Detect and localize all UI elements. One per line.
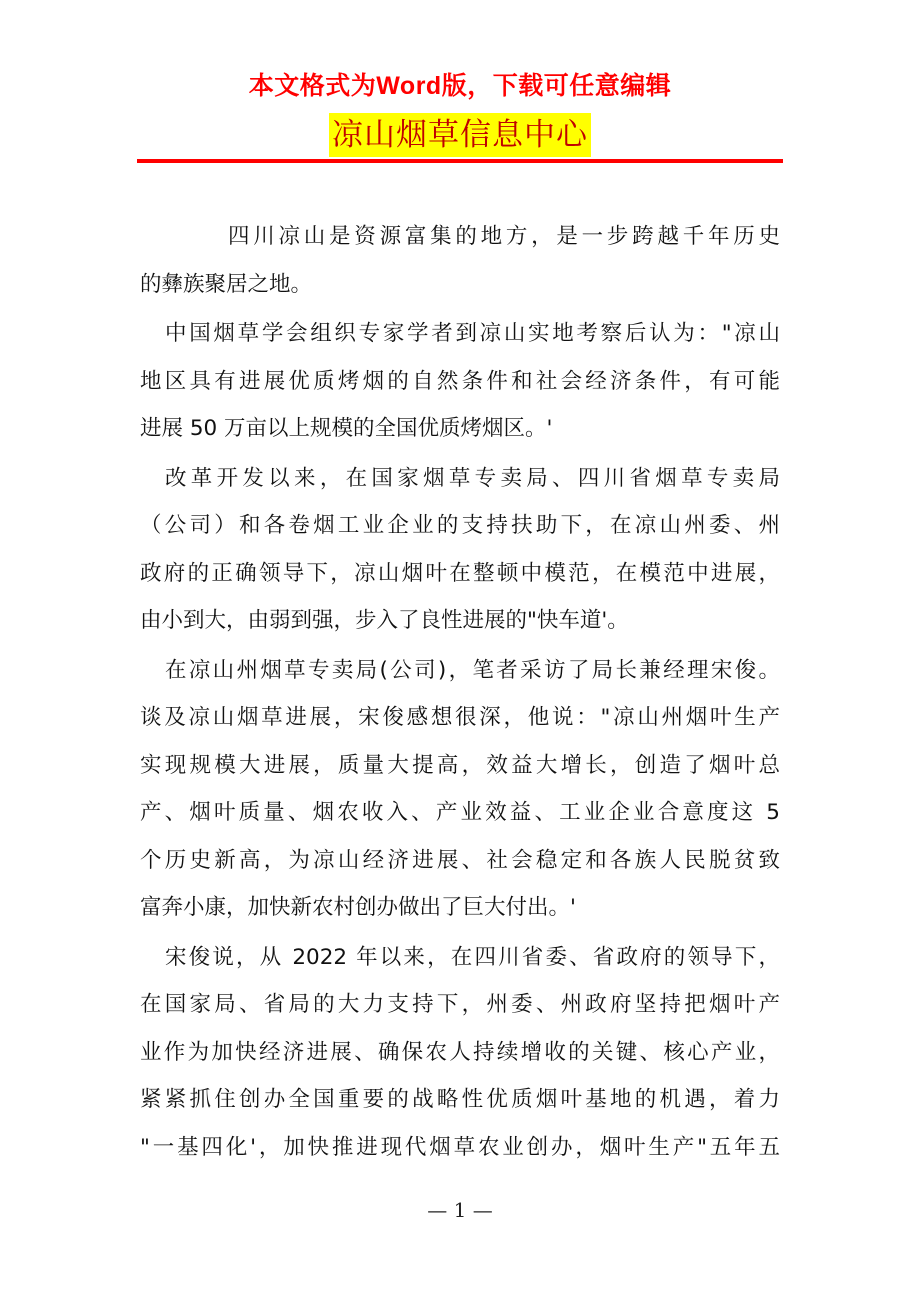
document-title: 凉山烟草信息中心 [329, 113, 591, 157]
paragraph-1 [140, 213, 780, 308]
paragraph-5 [140, 934, 780, 1172]
text-line: 谈及凉山烟草进展，宋俊感想很深，他说："凉山州烟叶生产 [140, 705, 780, 730]
document-body [140, 213, 780, 1173]
title-container [0, 113, 920, 157]
text-line: 四川凉山是资源富集的地方，是一步跨越千年历史 [228, 224, 780, 249]
text-line: 个历史新高，为凉山经济进展、社会稳定和各族人民脱贫致 [140, 847, 780, 873]
text-line: 中国烟草学会组织专家学者到凉山实地考察后认为："凉山 [165, 321, 780, 346]
text-line: 产、烟叶质量、烟农收入、产业效益、工业企业合意度这 5 [140, 800, 780, 825]
format-notice: 本文格式为Word版，下载可任意编辑 [248, 72, 672, 100]
text-line: 在凉山州烟草专卖局(公司)，笔者采访了局长兼经理宋俊。 [165, 657, 780, 683]
text-line: 紧紧抓住创办全国重要的战略性优质烟叶基地的机遇，着力 [140, 1087, 780, 1112]
text-line: 富奔小康，加快新农村创办做出了巨大付出。' [140, 895, 576, 920]
text-line: 业作为加快经济进展、确保农人持续增收的关键、核心产业， [140, 1039, 780, 1065]
text-line: 由小到大，由弱到强，步入了良性进展的"快车道'。 [140, 608, 629, 633]
paragraph-2 [140, 310, 780, 453]
page-number: — 1 — [427, 1198, 493, 1222]
header-divider [137, 159, 783, 163]
text-line: 宋俊说，从 2022 年以来，在四川省委、省政府的领导下， [165, 944, 780, 970]
text-line: 实现规模大进展，质量大提高，效益大增长，创造了烟叶总 [140, 752, 780, 778]
paragraph-3 [140, 455, 780, 645]
text-line: 地区具有进展优质烤烟的自然条件和社会经济条件，有可能 [140, 368, 780, 394]
text-line: （公司）和各卷烟工业企业的支持扶助下，在凉山州委、州 [140, 513, 780, 538]
text-line: 进展 50 万亩以上规模的全国优质烤烟区。' [140, 416, 553, 441]
text-line: 在国家局、省局的大力支持下，州委、州政府坚持把烟叶产 [140, 992, 780, 1017]
text-line: "一基四化'，加快推进现代烟草农业创办，烟叶生产"五年五 [140, 1134, 780, 1160]
text-line: 的彝族聚居之地。 [140, 271, 313, 297]
paragraph-4 [140, 647, 780, 932]
text-line: 政府的正确领导下，凉山烟叶在整顿中模范，在模范中进展， [140, 560, 780, 586]
text-line: 改革开发以来，在国家烟草专卖局、四川省烟草专卖局 [165, 465, 780, 491]
